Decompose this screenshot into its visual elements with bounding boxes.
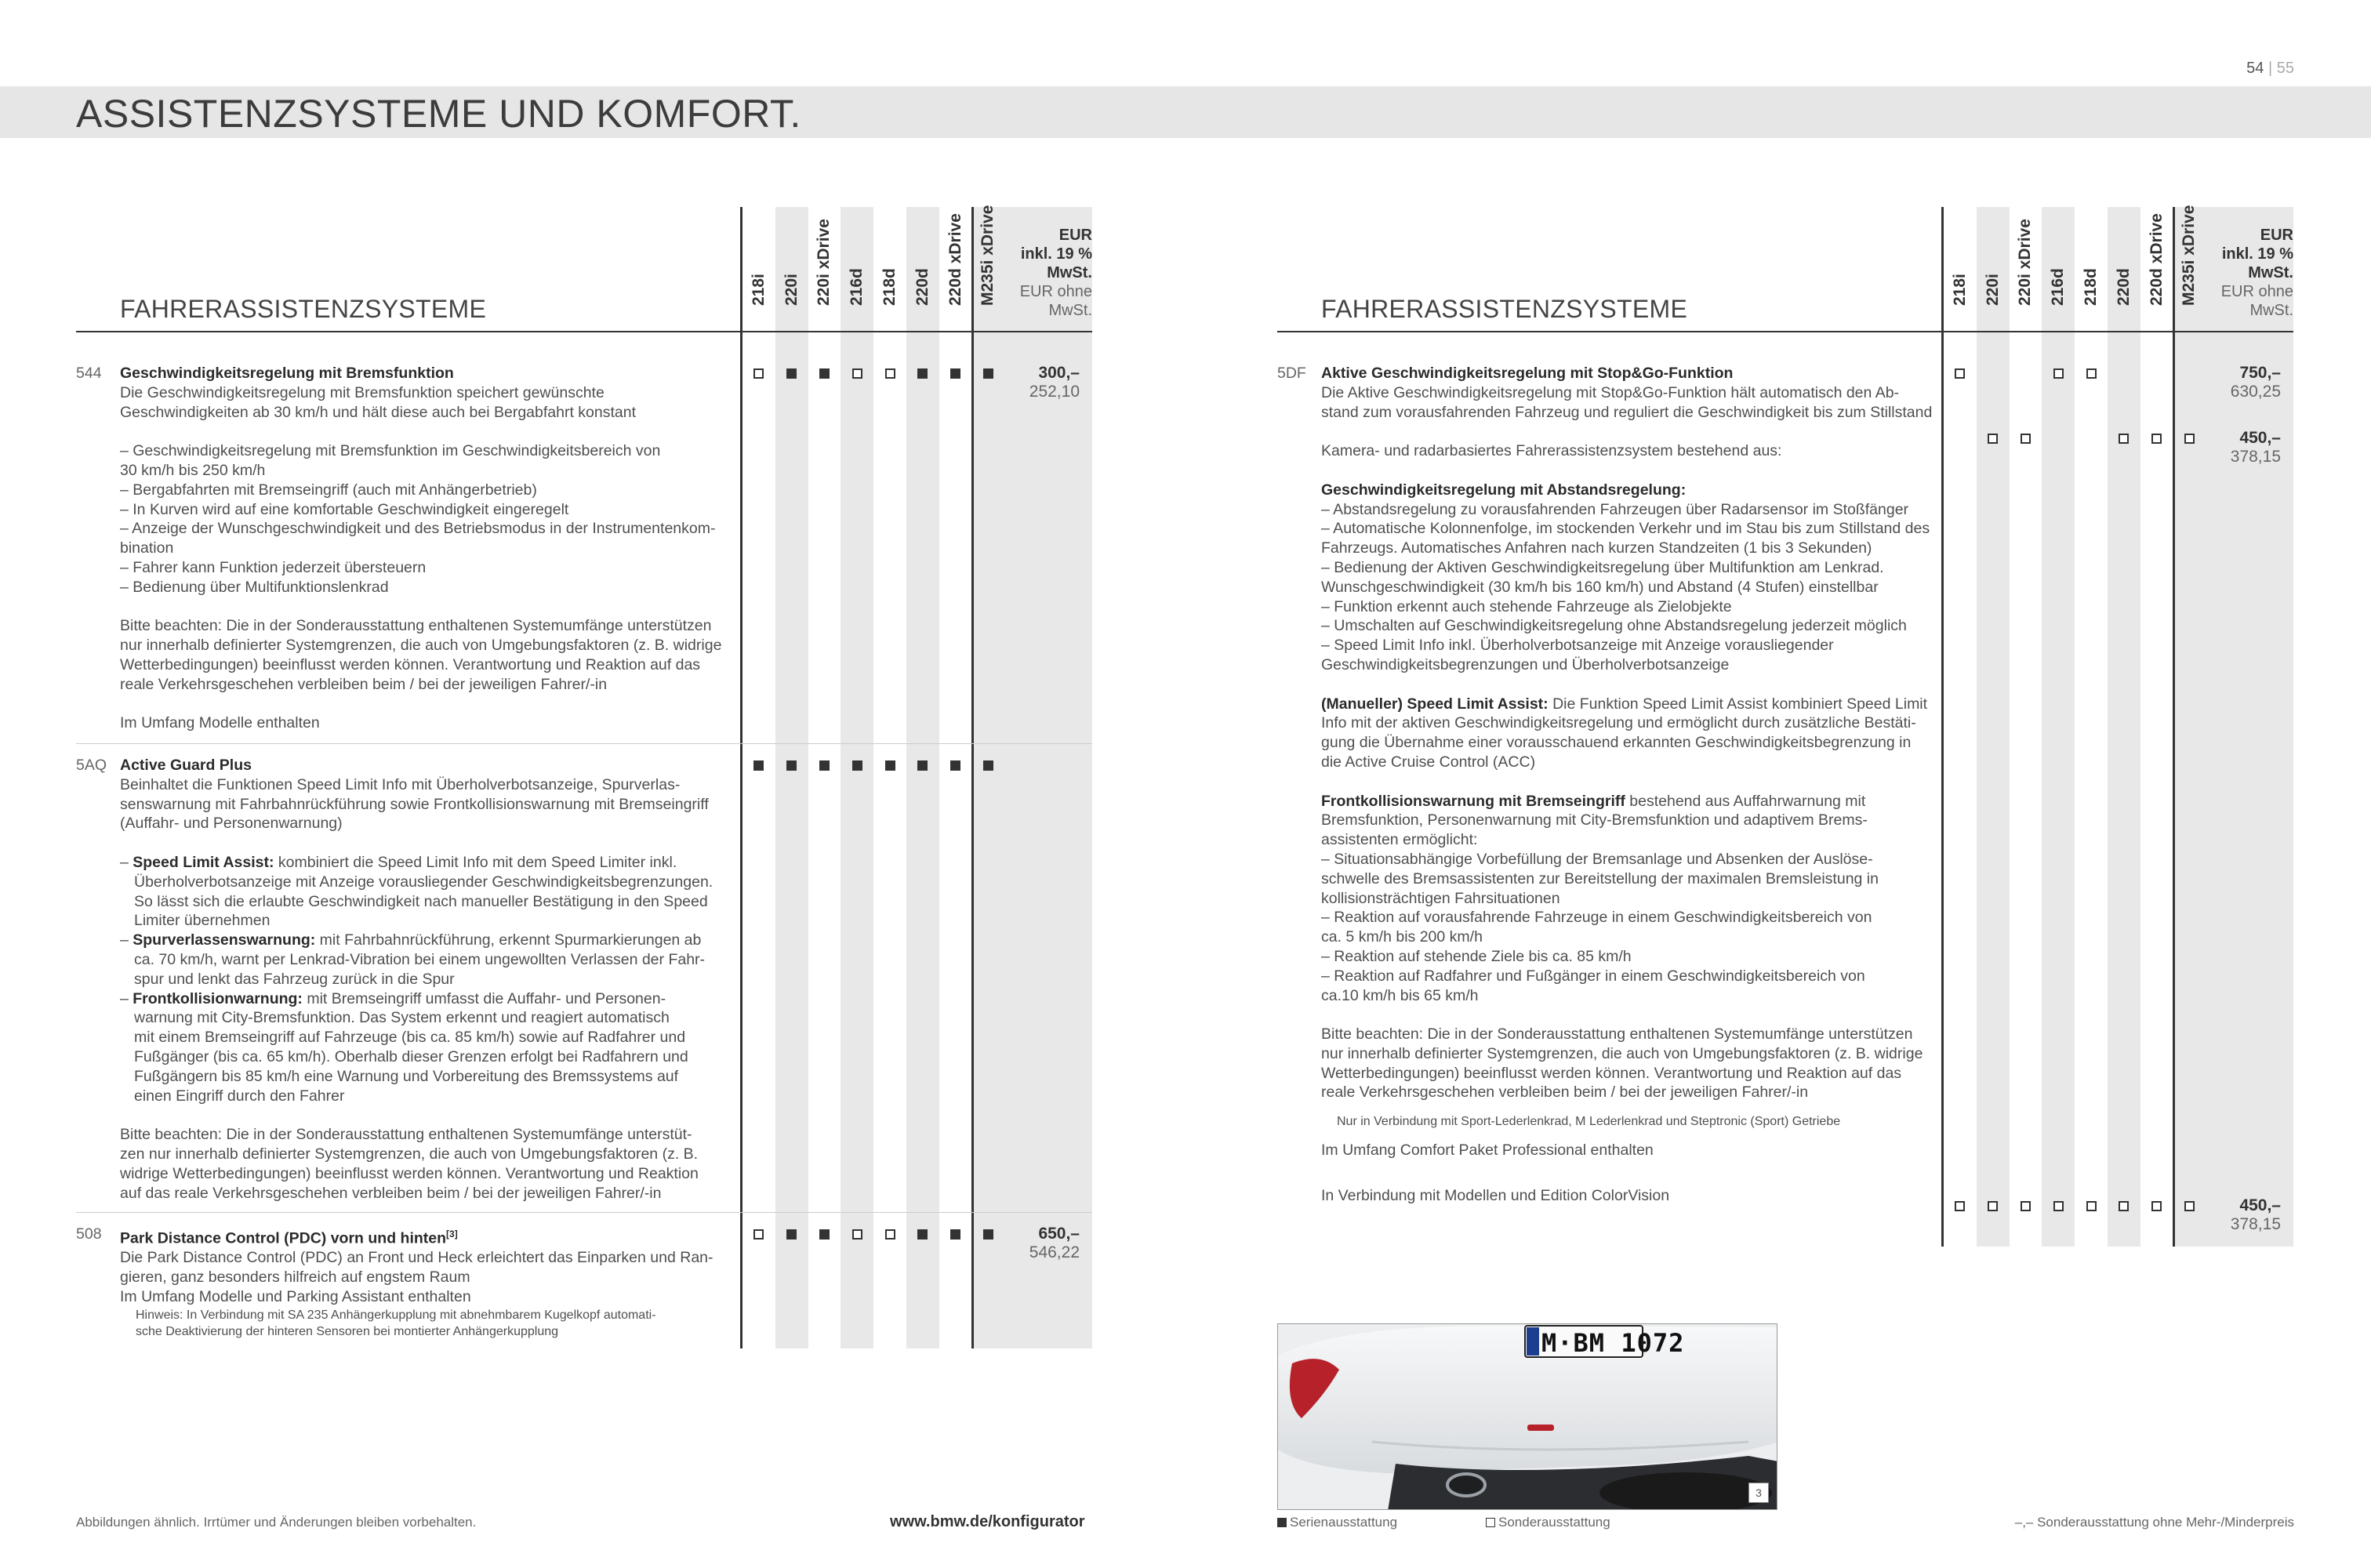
- standard-square-icon: [950, 368, 960, 379]
- price-header-net: EUR ohne: [2220, 283, 2293, 300]
- price-header-currency: EUR: [1058, 227, 1092, 244]
- car-rear-image: [1277, 1323, 1777, 1510]
- legend-optional: Sonderausstattung: [1486, 1515, 1610, 1530]
- page-numbers: [2246, 60, 2294, 78]
- optional-square-icon: [1988, 1201, 1998, 1211]
- legend-no-charge: –,– Sonderausstattung ohne Mehr-/Minderpreis: [2014, 1515, 2294, 1530]
- fkw-text: bestehend aus Auffahrwarnung mit Bremsfunktion, Personenwarnung mit City-Bremsfunktion und adaptivem Brems- assistenten ermöglicht:: [1321, 792, 1868, 849]
- comfort-package-note: Im Umfang Comfort Paket Professional enthalten: [1321, 1142, 1654, 1160]
- standard-square-icon: [983, 760, 993, 771]
- column-shade: [2108, 207, 2140, 1247]
- price-header: [2206, 226, 2293, 320]
- column-header: [2042, 207, 2075, 332]
- standard-square-icon: [983, 368, 993, 379]
- price-header-vat: inkl. 19 %: [1020, 245, 1092, 263]
- car-rear-illustration: [1278, 1324, 1777, 1510]
- option-bullets: – Geschwindigkeitsregelung mit Bremsfunktion im Geschwindigkeitsbereich von 30 km/h bis 250 km/h – Bergabfahrten mit Bremseingriff (auch mit Anhängerbetrieb) – In Kurven wird auf eine komfortable Geschwindigkeit eingeregelt – Anzeige der Wunschgeschwindigkeit und des Betriebsmodus in der Instrumentenkom- bination – Fahrer kann Funktion jederzeit übersteuern – Bedienung über Multifunktionslenkrad: [120, 442, 716, 596]
- price-cell: [2206, 364, 2281, 401]
- optional-square-icon: [2151, 1201, 2162, 1211]
- optional-square-icon: [2053, 368, 2064, 379]
- bullet-label: Speed Limit Assist:: [133, 853, 274, 871]
- column-header: [2108, 207, 2140, 332]
- price-header-net-mwst: MwSt.: [2249, 302, 2293, 319]
- optional-square-icon: [2119, 1201, 2129, 1211]
- column-header: [1977, 207, 2010, 332]
- column-header: [1944, 207, 1977, 332]
- price-excl-vat: 378,15: [2230, 448, 2281, 466]
- option-note: Bitte beachten: Die in der Sonderausstattung enthaltenen Systemumfänge unterstützen nur innerhalb definierter Systemgrenzen, die auch von Umgebungsfaktoren (z. B. widrige Wetterbedingungen) beeinflusst werden können. Verantwortung und Reaktion auf das reale Verkehrsgeschehen verbleiben beim / bei der jeweiligen Fahrer/-in: [1321, 1025, 1923, 1102]
- option-title: Active Guard Plus: [120, 757, 252, 774]
- column-header-label: 218i: [749, 274, 768, 306]
- option-note: Bitte beachten: Die in der Sonderausstattung enthaltenen Systemumfänge unterstüt- zen nur innerhalb definierter Systemgrenzen, die auch von Umgebungsfaktoren (z. B. widrige Wetterbedingungen) beeinflusst werden können. Verantwortung und Reaktion auf das reale Verkehrsgeschehen verbleiben beim / bei der jeweiligen Fahrer/-in: [120, 1126, 699, 1202]
- column-header: [2075, 207, 2108, 332]
- sla-text: Die Funktion Speed Limit Assist kombiniert Speed Limit Info mit der aktiven Geschwindigkeitsregelung und ermöglicht durch zusätzliche Bestäti- gung die Übernahme einer vorausschauend erkannten Geschwindigkeitsbegrenzung in die Active Cruise Control (ACC): [1321, 695, 1928, 771]
- option-intro: Kamera- und radarbasiertes Fahrerassistenzsystem bestehend aus:: [1321, 442, 1782, 460]
- column-header-label: 220d xDrive: [2147, 213, 2166, 306]
- price-cell: [2206, 1196, 2281, 1234]
- standard-square-icon: [786, 1229, 797, 1240]
- price-cell: [1004, 364, 1080, 401]
- option-title: Aktive Geschwindigkeitsregelung mit Stop&Go-Funktion: [1321, 365, 1734, 382]
- optional-square-icon: [2086, 368, 2097, 379]
- column-header-label: 220i xDrive: [2016, 219, 2035, 306]
- column-header: [2173, 207, 2206, 332]
- empty-square-icon: [1486, 1518, 1495, 1527]
- option-code: 5AQ: [76, 757, 107, 774]
- standard-square-icon: [950, 1229, 960, 1240]
- left-page: [76, 207, 1092, 1348]
- bullet-speed-limit-assist: – Speed Limit Assist: kombiniert die Speed Limit Info mit dem Speed Limiter inkl. Überholverbotsanzeige mit Anzeige vorausliegender Geschwindigkeitsbegrenzungen. So lässt sich die erlaubte Geschwindigkeit nach manueller Bestätigung in den Speed Limiter übernehmen: [120, 853, 713, 930]
- optional-square-icon: [2086, 1201, 2097, 1211]
- column-header: [906, 207, 939, 332]
- page-title: ASSISTENZSYSTEME UND KOMFORT.: [76, 92, 801, 136]
- column-header-label: M235i xDrive: [979, 205, 997, 306]
- price-header-mwst: MwSt.: [2248, 264, 2293, 281]
- optional-square-icon: [2021, 434, 2031, 444]
- page-number-separator: |: [2268, 60, 2273, 77]
- column-shade: [2173, 207, 2206, 1247]
- sla-label: (Manueller) Speed Limit Assist:: [1321, 695, 1549, 713]
- price-excl-vat: 546,22: [1029, 1243, 1080, 1261]
- bullet-label: Frontkollisionwarnung:: [133, 989, 303, 1007]
- price-header-vat: inkl. 19 %: [2221, 245, 2293, 263]
- option-description: Die Park Distance Control (PDC) an Front und Heck erleichtert das Einparken und Ran- gieren, ganz besonders hilfreich auf engstem Raum Im Umfang Modelle und Parking Assistant enthalten: [120, 1249, 713, 1305]
- column-header-label: 218d: [2082, 268, 2100, 306]
- optional-square-icon: [885, 368, 895, 379]
- standard-square-icon: [852, 760, 862, 771]
- option-code: 508: [76, 1225, 102, 1243]
- row-separator: [76, 1212, 1092, 1213]
- optional-square-icon: [2151, 434, 2162, 444]
- acc-title: Geschwindigkeitsregelung mit Abstandsregelung:: [1321, 481, 1687, 499]
- column-header-label: 220d: [2114, 268, 2133, 306]
- acc-bullets: – Abstandsregelung zu vorausfahrenden Fahrzeugen über Radarsensor im Stoßfänger – Automatische Kolonnenfolge, im stockenden Verkehr und im Stau bis zum Stillstand des Fahrzeugs. Automatisches Anfahren nach kurzen Standzeiten (1 bis 3 Sekunden) – Bedienung der Aktiven Geschwindigkeitsregelung über Multifunktion am Lenkrad. Wunschgeschwindigkeit (30 km/h bis 160 km/h) und Abstand (4 Stufen) einstellbar – Funktion erkennt auch stehende Fahrzeuge als Zielobjekte – Umschalten auf Geschwindigkeitsregelung ohne Abstandsregelung jederzeit möglich – Speed Limit Info inkl. Überholverbotsanzeige mit Anzeige vorausliegender Geschwindigkeitsbegrenzungen und Überholverbotsanzeige: [1321, 500, 1930, 673]
- column-header-label: 220i: [782, 274, 801, 306]
- bullet-spurverlassenswarnung: – Spurverlassenswarnung: mit Fahrbahnrückführung, erkennt Spurmarkierungen ab ca. 70 km/h, warnt per Lenkrad-Vibration bei einem ungewollten Verlassen der Fahr- spur und lenkt das Fahrzeug zurück in die Spur: [120, 931, 706, 988]
- option-text: [120, 1225, 713, 1340]
- column-header: [939, 207, 972, 332]
- column-header-label: 218i: [1950, 274, 1969, 306]
- license-plate-text: M·BM 1072: [1541, 1328, 1685, 1358]
- standard-square-icon: [885, 760, 895, 771]
- page-number-right: 55: [2276, 60, 2294, 77]
- optional-square-icon: [885, 1229, 895, 1240]
- column-header: [2140, 207, 2173, 332]
- optional-square-icon: [852, 368, 862, 379]
- optional-square-icon: [753, 368, 764, 379]
- optional-square-icon: [1955, 1201, 1965, 1211]
- optional-square-icon: [852, 1229, 862, 1240]
- optional-square-icon: [753, 1229, 764, 1240]
- footer-url[interactable]: www.bmw.de/konfigurator: [890, 1513, 1085, 1530]
- bullet-text: kombiniert die Speed Limit Info mit dem Speed Limiter inkl. Überholverbotsanzeige mit Anzeige vorausliegender Geschwindigkeitsbegrenzungen. So lässt sich die erlaubte Geschwindigkeit nach manueller Bestätigung in den Speed Limiter übernehmen: [134, 853, 713, 930]
- price-excl-vat: 252,10: [1029, 383, 1080, 401]
- column-header-label: 220i xDrive: [815, 219, 833, 306]
- option-description: Die Geschwindigkeitsregelung mit Bremsfunktion speichert gewünschte Geschwindigkeiten ab 30 km/h und hält diese auch bei Bergabfahrt konstant: [120, 383, 637, 421]
- column-divider: [971, 207, 974, 1348]
- option-text: [120, 756, 713, 1203]
- column-divider: [740, 207, 743, 1348]
- option-code: 544: [76, 365, 102, 382]
- standard-square-icon: [819, 760, 830, 771]
- legend-standard: Serienausstattung: [1277, 1515, 1397, 1530]
- standard-square-icon: [786, 368, 797, 379]
- option-text: [120, 364, 721, 733]
- header-rule: [76, 331, 1092, 332]
- price-excl-vat: 378,15: [2230, 1215, 2281, 1233]
- column-header: [808, 207, 841, 332]
- optional-square-icon: [2021, 1201, 2031, 1211]
- column-header: [841, 207, 873, 332]
- price-incl-vat: 450,–: [2239, 1196, 2281, 1214]
- column-header: [2010, 207, 2042, 332]
- standard-square-icon: [819, 1229, 830, 1240]
- column-shade: [1977, 207, 2010, 1247]
- column-header-label: 220i: [1983, 274, 2002, 306]
- frontkollision-text: [1321, 792, 1932, 850]
- filled-square-icon: [1277, 1518, 1287, 1527]
- price-incl-vat: 450,–: [2239, 429, 2281, 447]
- column-header-label: M235i xDrive: [2180, 205, 2199, 306]
- column-divider: [2173, 207, 2175, 1247]
- optional-square-icon: [1955, 368, 1965, 379]
- row-separator: [76, 743, 1092, 744]
- bullet-label: Spurverlassenswarnung:: [133, 931, 316, 949]
- price-header-net: EUR ohne: [1019, 283, 1092, 300]
- option-code: 5DF: [1277, 365, 1306, 382]
- column-header-label: 218d: [881, 268, 899, 306]
- column-header-label: 216d: [848, 268, 866, 306]
- standard-square-icon: [917, 368, 928, 379]
- price-header-mwst: MwSt.: [1047, 264, 1092, 281]
- right-page: [1277, 207, 2293, 1348]
- column-header: [775, 207, 808, 332]
- standard-square-icon: [917, 760, 928, 771]
- optional-square-icon: [2053, 1201, 2064, 1211]
- standard-square-icon: [950, 760, 960, 771]
- column-header: [972, 207, 1005, 332]
- price-incl-vat: 300,–: [1038, 364, 1080, 382]
- bullet-text: mit Bremseingriff umfasst die Auffahr- und Personen- warnung mit City-Bremsfunktion. Das System erkennt und reagiert automatisch mit einem Bremseingriff auf Fahrzeuge (bis ca. 85 km/h) sowie auf Radfahrer und Fußgänger (bis ca. 65 km/h). Oberhalb dieser Grenzen erfolgt bei Radfahrern und Fußgängern bis 85 km/h eine Warnung und Vorbereitung des Bremssystems auf einen Eingriff durch den Fahrer: [134, 989, 688, 1105]
- speed-limit-assist-text: [1321, 695, 1932, 772]
- standard-square-icon: [983, 1229, 993, 1240]
- bullet-text: mit Fahrbahnrückführung, erkennt Spurmarkierungen ab ca. 70 km/h, warnt per Lenkrad-Vibration bei einem ungewollten Verlassen der Fahr- spur und lenkt das Fahrzeug zurück in die Spur: [134, 931, 706, 988]
- option-description: Beinhaltet die Funktionen Speed Limit Info mit Überholverbotsanzeige, Spurverlas- senswarnung mit Fahrbahnrückführung sowie Frontkollisionswarnung mit Bremseingriff (Auffahr- und Personenwarnung): [120, 775, 709, 833]
- option-description: Die Aktive Geschwindigkeitsregelung mit Stop&Go-Funktion hält automatisch den Ab- stand zum vorausfahrenden Fahrzeug und reguliert die Geschwindigkeit bis zum Stillstand: [1321, 383, 1933, 421]
- price-header-currency: EUR: [2260, 227, 2293, 244]
- standard-square-icon: [819, 368, 830, 379]
- section-title: FAHRERASSISTENZSYSTEME: [120, 295, 487, 323]
- option-text: [1321, 364, 1932, 1206]
- image-number-badge: 3: [1748, 1483, 1769, 1503]
- colorvision-note: In Verbindung mit Modellen und Edition ColorVision: [1321, 1187, 1670, 1205]
- fkw-bullets: – Situationsabhängige Vorbefüllung der Bremsanlage und Absenken der Auslöse- schwelle des Bremsassistenten zur Bereitstellung der maximalen Bremsleistung in kollisionsträchtigen Fahrsituationen – Reaktion auf vorausfahrende Fahrzeuge in einem Geschwindigkeitsbereich von ca. 5 km/h bis 200 km/h – Reaktion auf stehende Ziele bis ca. 85 km/h – Reaktion auf Radfahrer und Fußgänger in einem Geschwindigkeitsbereich von ca.10 km/h bis 65 km/h: [1321, 850, 1879, 1004]
- option-note: Bitte beachten: Die in der Sonderausstattung enthaltenen Systemumfänge unterstützen nur innerhalb definierter Systemgrenzen, die auch von Umgebungsfaktoren (z. B. widrige Wetterbedingungen) beeinflusst werden können. Verantwortung und Reaktion auf das reale Verkehrsgeschehen verbleiben beim / bei der jeweiligen Fahrer/-in: [120, 617, 722, 693]
- header-rule: [1277, 331, 2293, 332]
- price-incl-vat: 750,–: [2239, 364, 2281, 382]
- optional-square-icon: [2184, 1201, 2195, 1211]
- column-header: [743, 207, 775, 332]
- bullet-frontkollisionwarnung: – Frontkollisionwarnung: mit Bremseingriff umfasst die Auffahr- und Personen- warnung mit City-Bremsfunktion. Das System erkennt und reagiert automatisch mit einem Bremseingriff auf Fahrzeuge (bis ca. 85 km/h) sowie auf Radfahrer und Fußgänger (bis ca. 65 km/h). Oberhalb dieser Grenzen erfolgt bei Radfahrern und Fußgängern bis 85 km/h eine Warnung und Vorbereitung des Bremssystems auf einen Eingriff durch den Fahrer: [120, 989, 688, 1105]
- price-cell: [2206, 429, 2281, 466]
- price-column-shade: [2206, 207, 2293, 1247]
- optional-square-icon: [1988, 434, 1998, 444]
- fkw-label: Frontkollisionswarnung mit Bremseingriff: [1321, 792, 1625, 810]
- option-title: Park Distance Control (PDC) vorn und hinten[3]: [120, 1229, 458, 1247]
- price-header: [1004, 226, 1092, 320]
- standard-square-icon: [786, 760, 797, 771]
- column-header-label: 220d xDrive: [946, 213, 964, 306]
- page-number-left: 54: [2246, 60, 2264, 77]
- column-header-label: 220d: [913, 268, 931, 306]
- price-excl-vat: 630,25: [2230, 383, 2281, 401]
- price-header-net-mwst: MwSt.: [1048, 302, 1092, 319]
- column-shade: [2042, 207, 2075, 1247]
- standard-square-icon: [753, 760, 764, 771]
- option-hint: Hinweis: In Verbindung mit SA 235 Anhängerkupplung mit abnehmbarem Kugelkopf automati- sche Deaktivierung der hinteren Sensoren bei montierter Anhängerkupplung: [136, 1308, 656, 1338]
- option-hint: Nur in Verbindung mit Sport-Lederlenkrad, M Lederlenkrad und Steptronic (Sport) Getriebe: [1337, 1115, 1841, 1129]
- price-incl-vat: 650,–: [1038, 1225, 1080, 1243]
- option-extra: Im Umfang Modelle enthalten: [120, 714, 320, 732]
- footer-disclaimer: Abbildungen ähnlich. Irrtümer und Änderungen bleiben vorbehalten.: [76, 1515, 477, 1530]
- column-header: [873, 207, 906, 332]
- section-title: FAHRERASSISTENZSYSTEME: [1321, 295, 1688, 323]
- optional-square-icon: [2119, 434, 2129, 444]
- standard-square-icon: [917, 1229, 928, 1240]
- optional-square-icon: [2184, 434, 2195, 444]
- title-bar: [0, 86, 2371, 138]
- price-cell: [1004, 1225, 1080, 1262]
- footnote-ref: [3]: [446, 1229, 458, 1240]
- column-header-label: 216d: [2049, 268, 2068, 306]
- option-title: Geschwindigkeitsregelung mit Bremsfunktion: [120, 365, 454, 382]
- column-divider: [1941, 207, 1944, 1247]
